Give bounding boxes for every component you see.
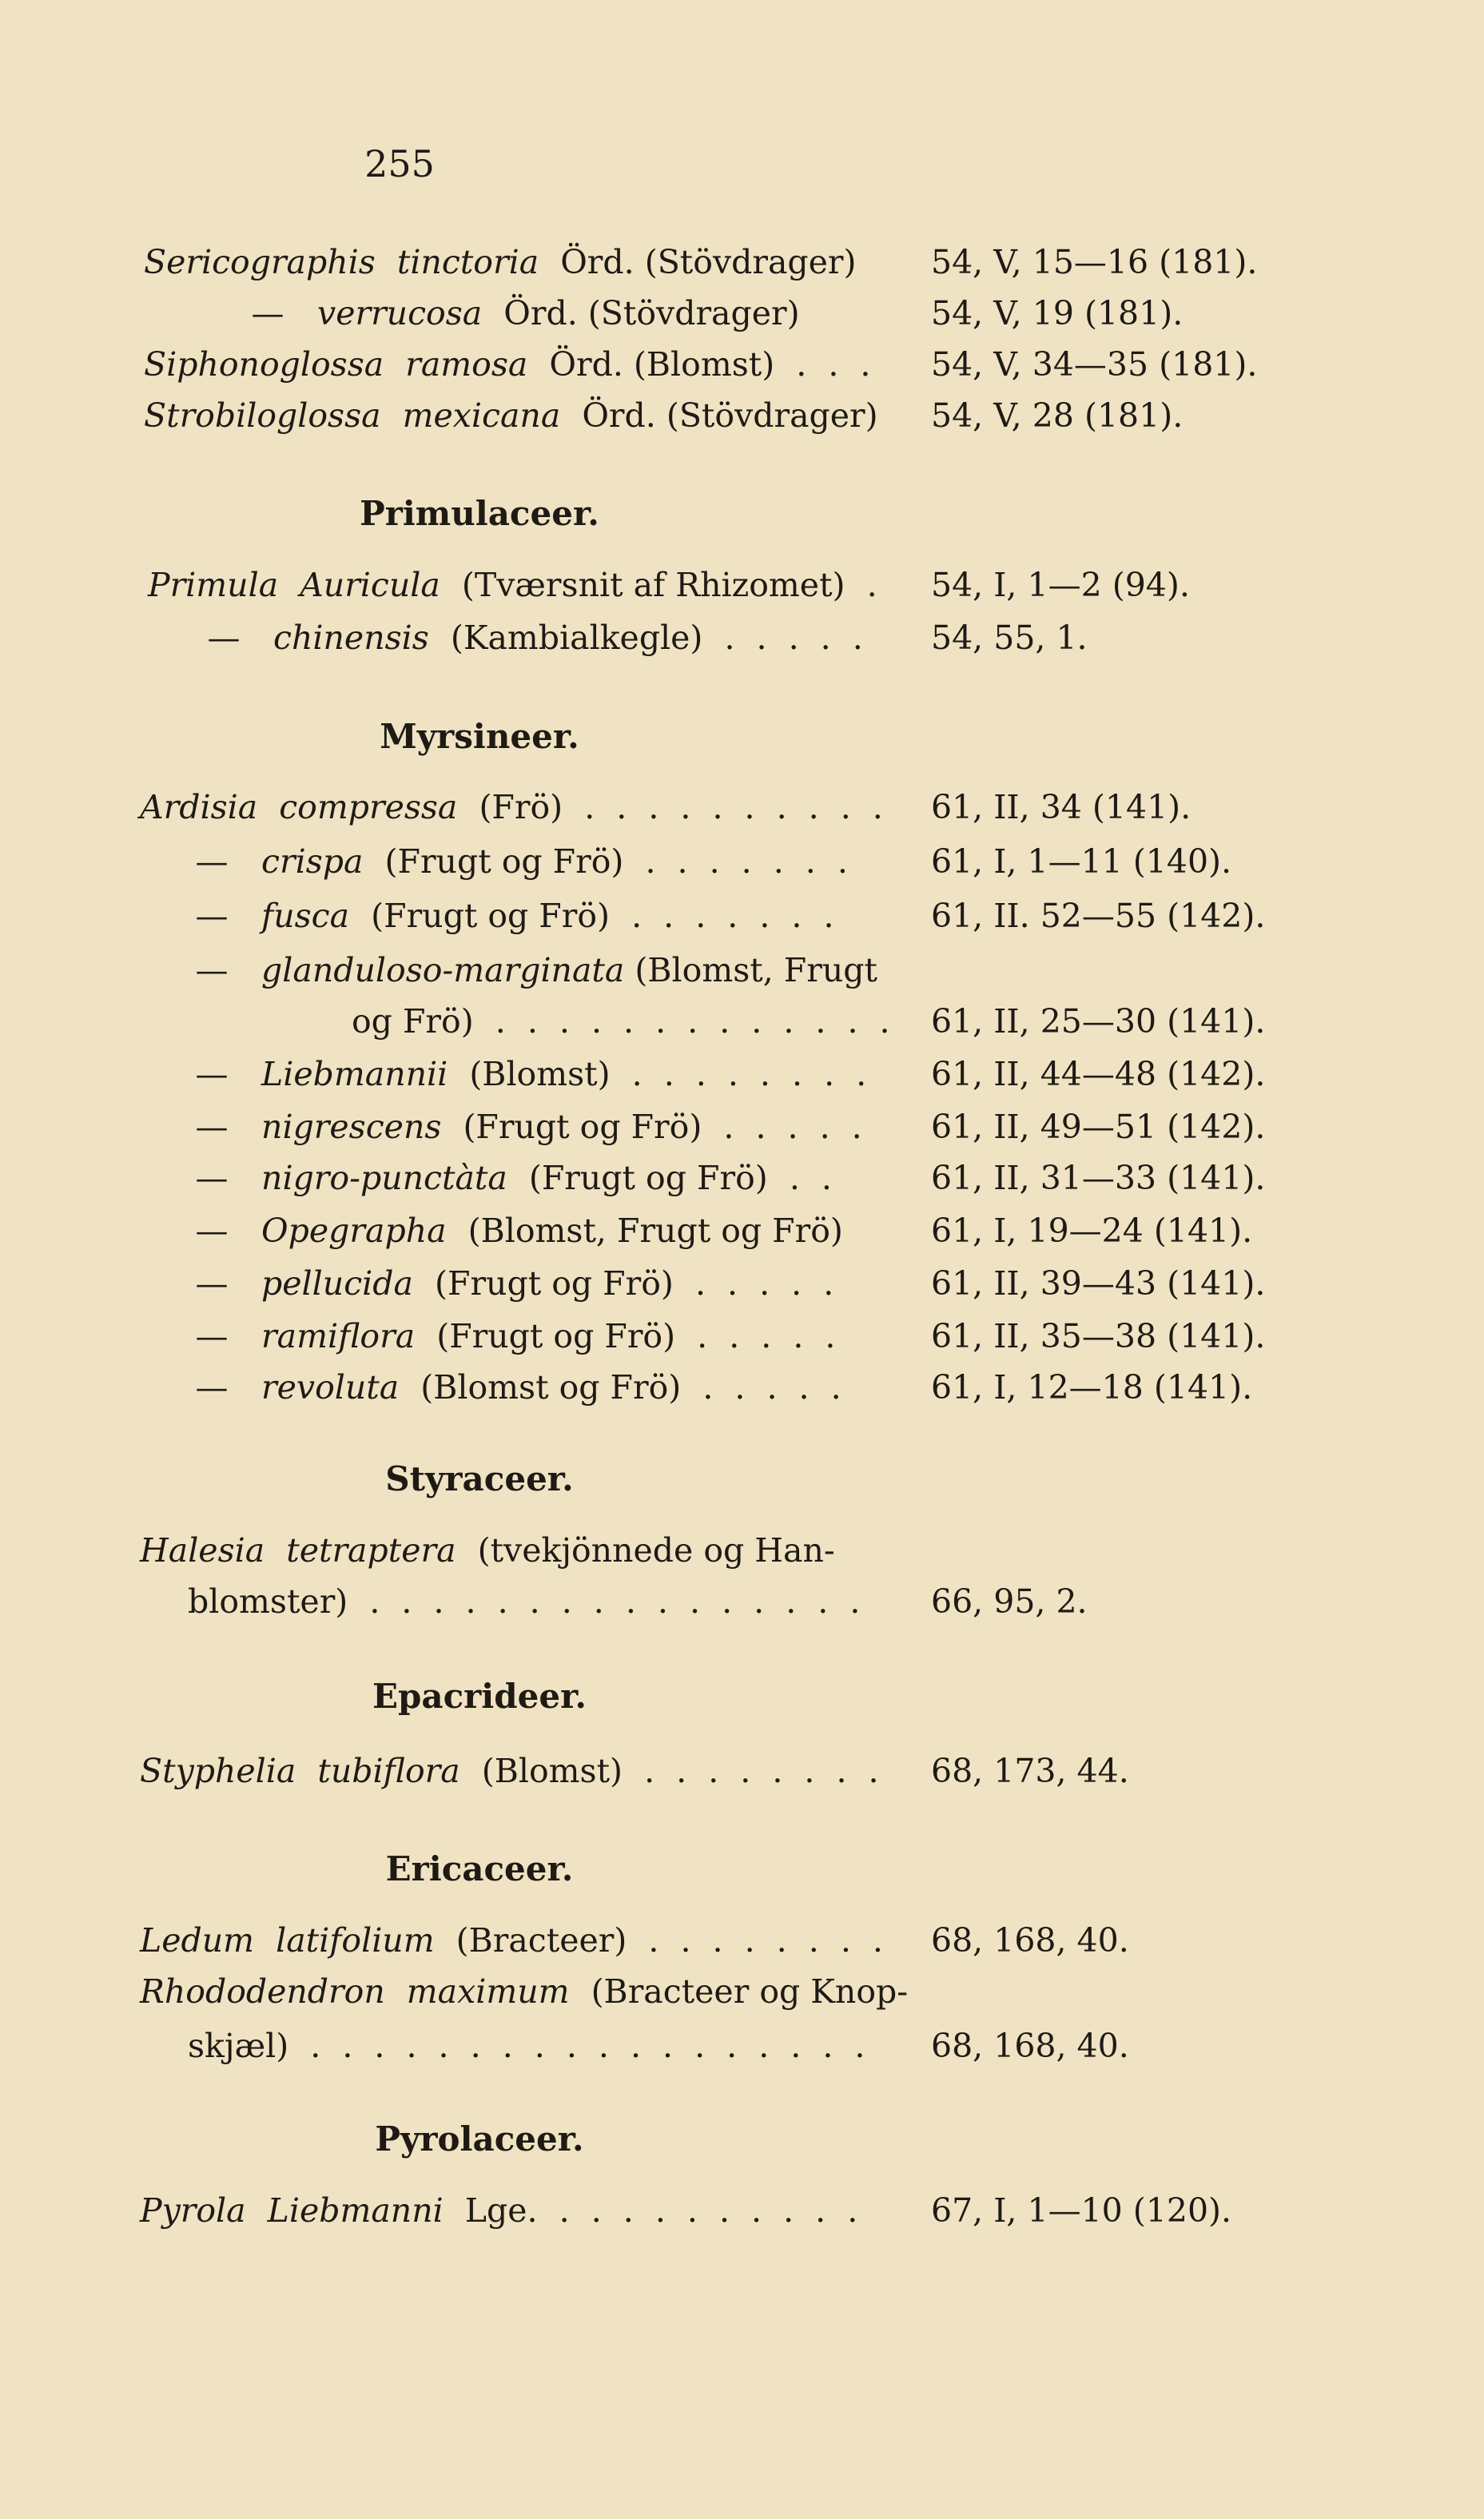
detail: Lge. [464,2191,538,2230]
detail: Örd. (Stövdrager) [582,396,878,435]
reference: 68, 168, 40. [931,1921,1129,1960]
species: glanduloso-marginata [261,951,625,989]
leader-dots: . . [789,1159,837,1197]
detail-continued: skjæl) [188,2027,289,2065]
leader-dots: . . . . . . . [631,897,840,935]
species: crispa [261,842,364,881]
species: tinctoria [396,243,539,281]
leader-dots: . . . . . . . [645,842,853,881]
detail: Örd. (Stövdrager) [560,243,857,281]
species: tubiflora [317,1752,460,1790]
ditto-dash: — [195,1055,229,1093]
leader-dots: . . . . . . . . [631,1055,873,1093]
ditto-dash: — [195,1368,229,1407]
entry-rhododendron-maximum [140,1968,908,2016]
leader-dots: . . . . . [694,1264,840,1303]
reference: 66, 95, 2. [931,1582,1088,1621]
ditto-dash: — [195,842,229,881]
entry-sericographis-tinctoria [144,238,857,286]
reference: 54, V, 34—35 (181). [931,345,1258,384]
species: nigrescens [261,1108,442,1146]
genus: Strobiloglossa [144,396,381,435]
reference: 68, 168, 40. [931,2027,1129,2065]
reference: 54, V, 28 (181). [931,396,1184,435]
ditto-dash: — [195,1159,229,1197]
genus: Sericographis [144,243,376,281]
species: maximum [406,1972,570,2011]
genus: Halesia [140,1531,265,1570]
ditto-dash: — [251,294,284,332]
ditto-dash: — [195,1264,229,1303]
reference: 67, I, 1—10 (120). [931,2191,1232,2230]
species: latifolium [276,1921,435,1960]
detail: (Bracteer og Knop- [591,1972,909,2011]
detail: (Frö) [479,788,563,826]
detail: (Blomst og Frö) [420,1368,682,1407]
entry-pellucida [184,1260,839,1307]
leader-dots: . . . . . . . . . . . . . . . . . . [310,2027,871,2065]
leader-dots: . . . . . . . . [644,1752,885,1790]
genus: Styphelia [140,1752,296,1790]
entry-ramiflora [184,1312,841,1360]
species: mexicana [402,396,561,435]
leader-dots: . . . [796,345,877,384]
leader-dots: . . . . . . . . . . . . . [495,1002,896,1041]
leader-dots: . . . . . . . . . . . . . . . . [369,1582,866,1621]
leader-dots: . . . . . . . . . . [559,2191,864,2230]
entry-glanduloso-marginata-continued [352,997,896,1045]
entry-nigro-punctata [184,1154,837,1202]
reference: 61, II, 34 (141). [931,788,1192,826]
detail: (Frugt og Frö) [463,1108,702,1146]
entry-revoluta [184,1363,847,1411]
detail: (Frugt og Frö) [436,1317,676,1355]
detail: Örd. (Blomst) [549,345,775,384]
reference: 61, I, 1—11 (140). [931,842,1232,881]
species: verrucosa [317,294,483,332]
reference: 54, V, 19 (181). [931,294,1184,332]
reference: 54, 55, 1. [931,619,1088,657]
ditto-dash: — [195,1212,229,1250]
genus: Rhododendron [140,1972,385,2011]
entry-opegrapha [184,1207,843,1255]
ditto-dash: — [195,1108,229,1146]
leader-dots: . [866,566,883,604]
section-heading-myrsineer: Myrsineer. [380,717,579,756]
detail: (Frugt og Frö) [435,1264,674,1303]
entry-nigrescens [184,1103,868,1151]
entry-styphelia-tubiflora [140,1747,885,1795]
section-heading-pyrolaceer: Pyrolaceer. [375,2119,584,2159]
species: Auricula [300,566,440,604]
species: tetraptera [286,1531,456,1570]
detail: (Bracteer) [456,1921,627,1960]
detail: (Blomst, Frugt [635,951,877,989]
section-heading-epacrideer: Epacrideer. [372,1677,587,1716]
entry-verrucosa [240,289,800,337]
leader-dots: . . . . . [702,1368,847,1407]
leader-dots: . . . . . . . . [648,1921,889,1960]
section-heading-ericaceer: Ericaceer. [385,1849,574,1888]
entry-primula-auricula [148,561,883,609]
entry-ledum-latifolium [140,1916,889,1964]
ditto-dash: — [195,951,229,989]
entry-liebmannii [184,1050,872,1098]
leader-dots: . . . . . [697,1317,841,1355]
ditto-dash: — [207,619,241,657]
reference: 61, II, 44—48 (142). [931,1055,1266,1093]
reference: 54, V, 15—16 (181). [931,243,1258,281]
entry-chinensis [196,614,869,662]
species: revoluta [261,1368,400,1407]
entry-halesia-tetraptera-continued [188,1578,865,1626]
detail-continued: og Frö) [352,1002,474,1041]
species: ramiflora [261,1317,416,1355]
ditto-dash: — [195,1317,229,1355]
species: fusca [261,897,350,935]
detail: (Frugt og Frö) [528,1159,768,1197]
detail: (Blomst) [481,1752,623,1790]
entry-siphonoglossa-ramosa [144,340,876,388]
detail: (tvekjönnede og Han- [477,1531,835,1570]
species: pellucida [261,1264,413,1303]
detail: (Frugt og Frö) [371,897,611,935]
leader-dots: . . . . . [724,619,869,657]
entry-rhododendron-maximum-continued [188,2022,870,2070]
species: Opegrapha [261,1212,447,1250]
species: chinensis [273,619,429,657]
detail: (Kambialkegle) [450,619,703,657]
page-number: 255 [364,142,435,185]
entry-crispa [184,838,853,885]
reference: 61, II, 25—30 (141). [931,1002,1266,1041]
genus: Primula [148,566,279,604]
entry-strobiloglossa-mexicana [144,392,878,440]
detail: (Frugt og Frö) [384,842,624,881]
leader-dots: . . . . . . . . . . [584,788,889,826]
reference: 61, II, 35—38 (141). [931,1317,1266,1355]
reference: 61, II. 52—55 (142). [931,897,1266,935]
section-heading-primulaceer: Primulaceer. [360,494,599,533]
species: compressa [279,788,458,826]
section-heading-styraceer: Styraceer. [385,1459,574,1498]
genus: Siphonoglossa [144,345,384,384]
detail: (Blomst, Frugt og Frö) [467,1212,843,1250]
detail: (Tværsnit af Rhizomet) [461,566,845,604]
entry-glanduloso-marginata [184,946,877,994]
entry-halesia-tetraptera [140,1526,835,1574]
entry-ardisia-compressa [140,783,889,831]
reference: 61, II, 39—43 (141). [931,1264,1266,1303]
genus: Pyrola [140,2191,246,2230]
genus: Ledum [140,1921,255,1960]
entry-pyrola-liebmanni [140,2187,863,2234]
species: nigro-punctàta [261,1159,507,1197]
ditto-dash: — [195,897,229,935]
reference: 61, II, 49—51 (142). [931,1108,1266,1146]
reference: 61, I, 12—18 (141). [931,1368,1253,1407]
reference: 61, II, 31—33 (141). [931,1159,1266,1197]
species: Liebmanni [267,2191,444,2230]
species: ramosa [405,345,528,384]
reference: 54, I, 1—2 (94). [931,566,1190,604]
genus: Ardisia [140,788,258,826]
detail-continued: blomster) [188,1582,348,1621]
leader-dots: . . . . . [723,1108,868,1146]
reference: 68, 173, 44. [931,1752,1129,1790]
species: Liebmannii [261,1055,448,1093]
reference: 61, I, 19—24 (141). [931,1212,1253,1250]
detail: Örd. (Stövdrager) [503,294,800,332]
entry-fusca [184,892,840,940]
detail: (Blomst) [469,1055,611,1093]
